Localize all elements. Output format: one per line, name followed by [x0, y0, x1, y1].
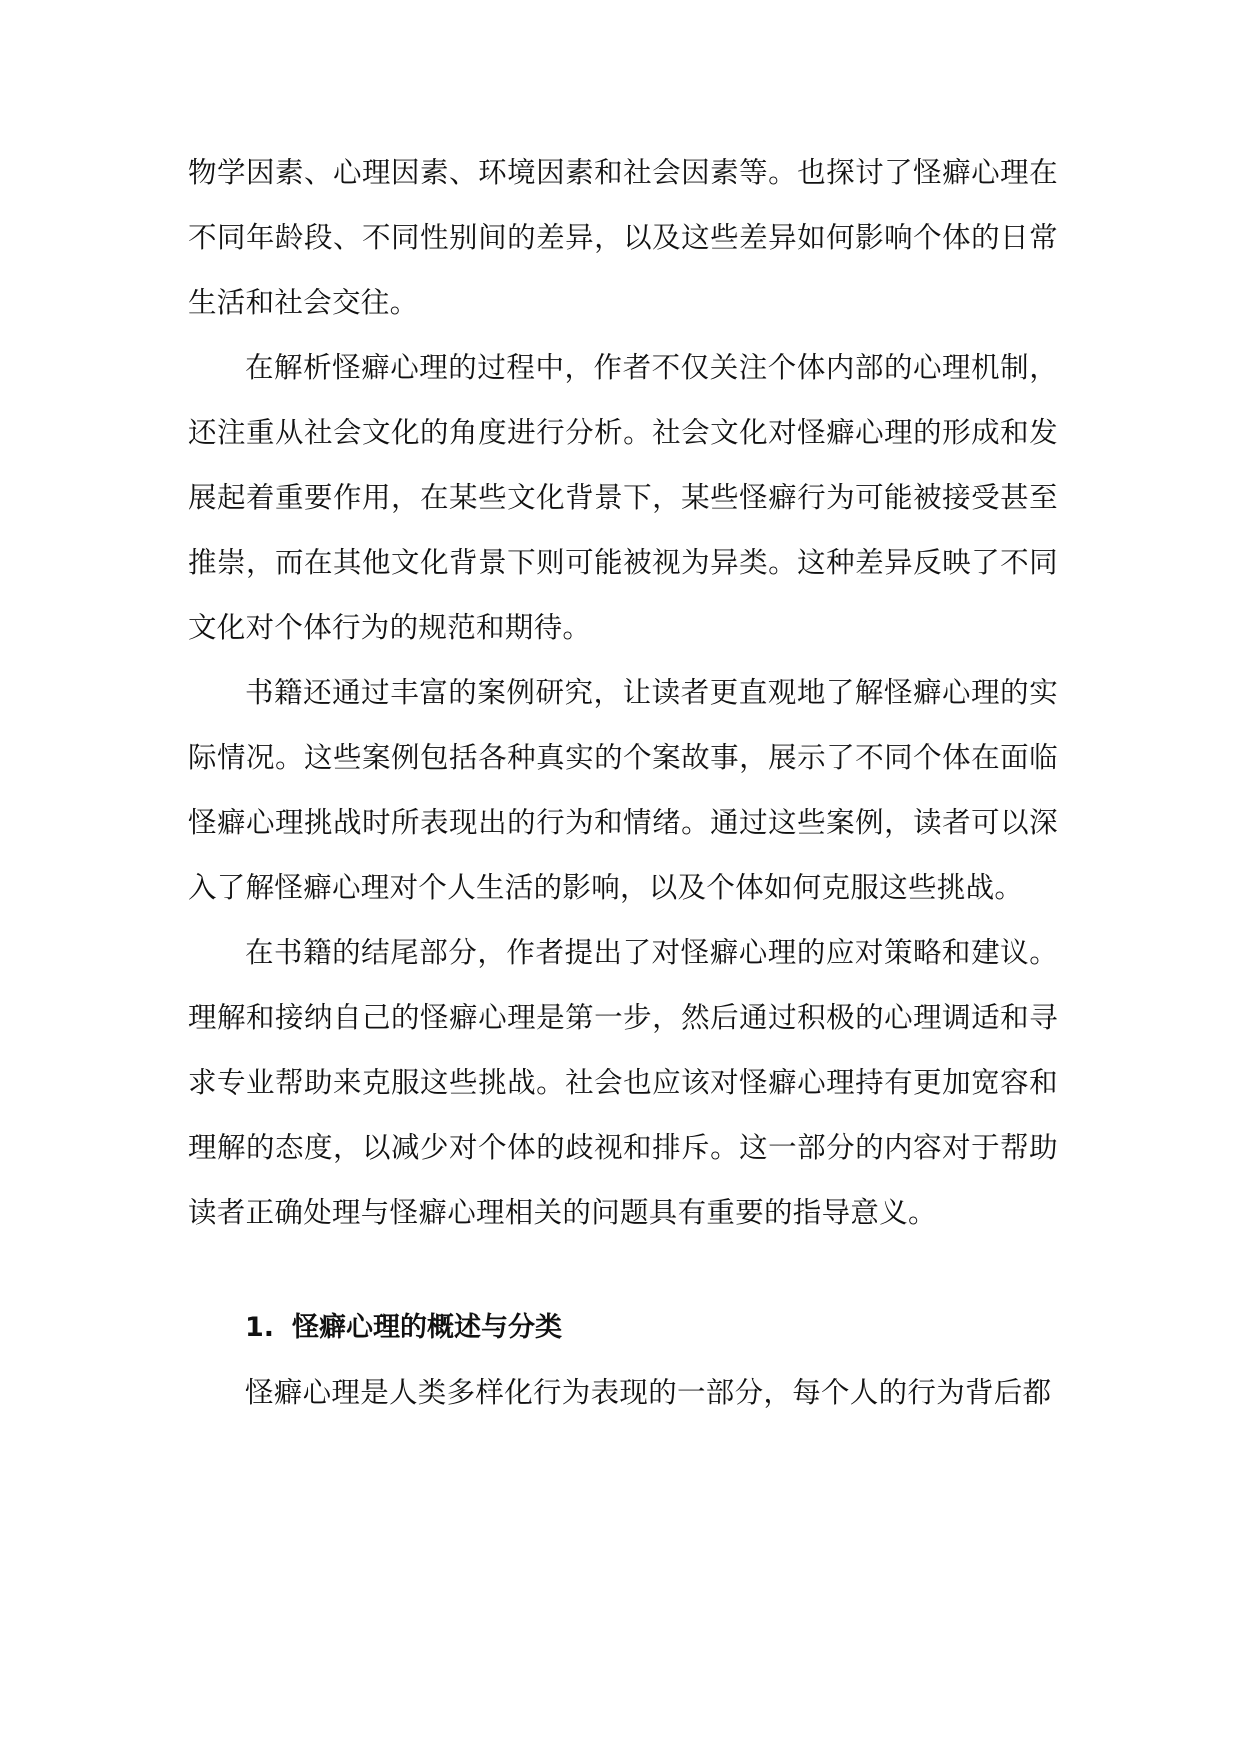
document-body: [188, 140, 1058, 1425]
paragraph-case-studies: 书籍还通过丰富的案例研究，让读者更直观地了解怪癖心理的实际情况。这些案例包括各种真实的个案故事，展示了不同个体在面临怪癖心理挑战时所表现出的行为和情绪。通过这些案例，读者可以深入了解怪癖心理对个人生活的影响，以及个体如何克服这些挑战。: [188, 676, 1058, 904]
section-number: 1.: [245, 1312, 275, 1343]
section-heading: [188, 1295, 1058, 1360]
section-title: 怪癖心理的概述与分类: [292, 1312, 563, 1343]
paragraph-social-culture: 在解析怪癖心理的过程中，作者不仅关注个体内部的心理机制，还注重从社会文化的角度进行分析。社会文化对怪癖心理的形成和发展起着重要作用，在某些文化背景下，某些怪癖行为可能被接受甚至推崇，而在其他文化背景下则可能被视为异类。这种差异反映了不同文化对个体行为的规范和期待。: [188, 351, 1058, 644]
paragraph-coping-strategies: 在书籍的结尾部分，作者提出了对怪癖心理的应对策略和建议。理解和接纳自己的怪癖心理是第一步，然后通过积极的心理调适和寻求专业帮助来克服这些挑战。社会也应该对怪癖心理持有更加宽容和理解的态度，以减少对个体的歧视和排斥。这一部分的内容对于帮助读者正确处理与怪癖心理相关的问题具有重要的指导意义。: [188, 936, 1058, 1229]
paragraph-continuation: 物学因素、心理因素、环境因素和社会因素等。也探讨了怪癖心理在不同年龄段、不同性别间的差异，以及这些差异如何影响个体的日常生活和社会交往。: [188, 156, 1058, 319]
paragraph-overview: 怪癖心理是人类多样化行为表现的一部分，每个人的行为背后都: [245, 1376, 1052, 1409]
